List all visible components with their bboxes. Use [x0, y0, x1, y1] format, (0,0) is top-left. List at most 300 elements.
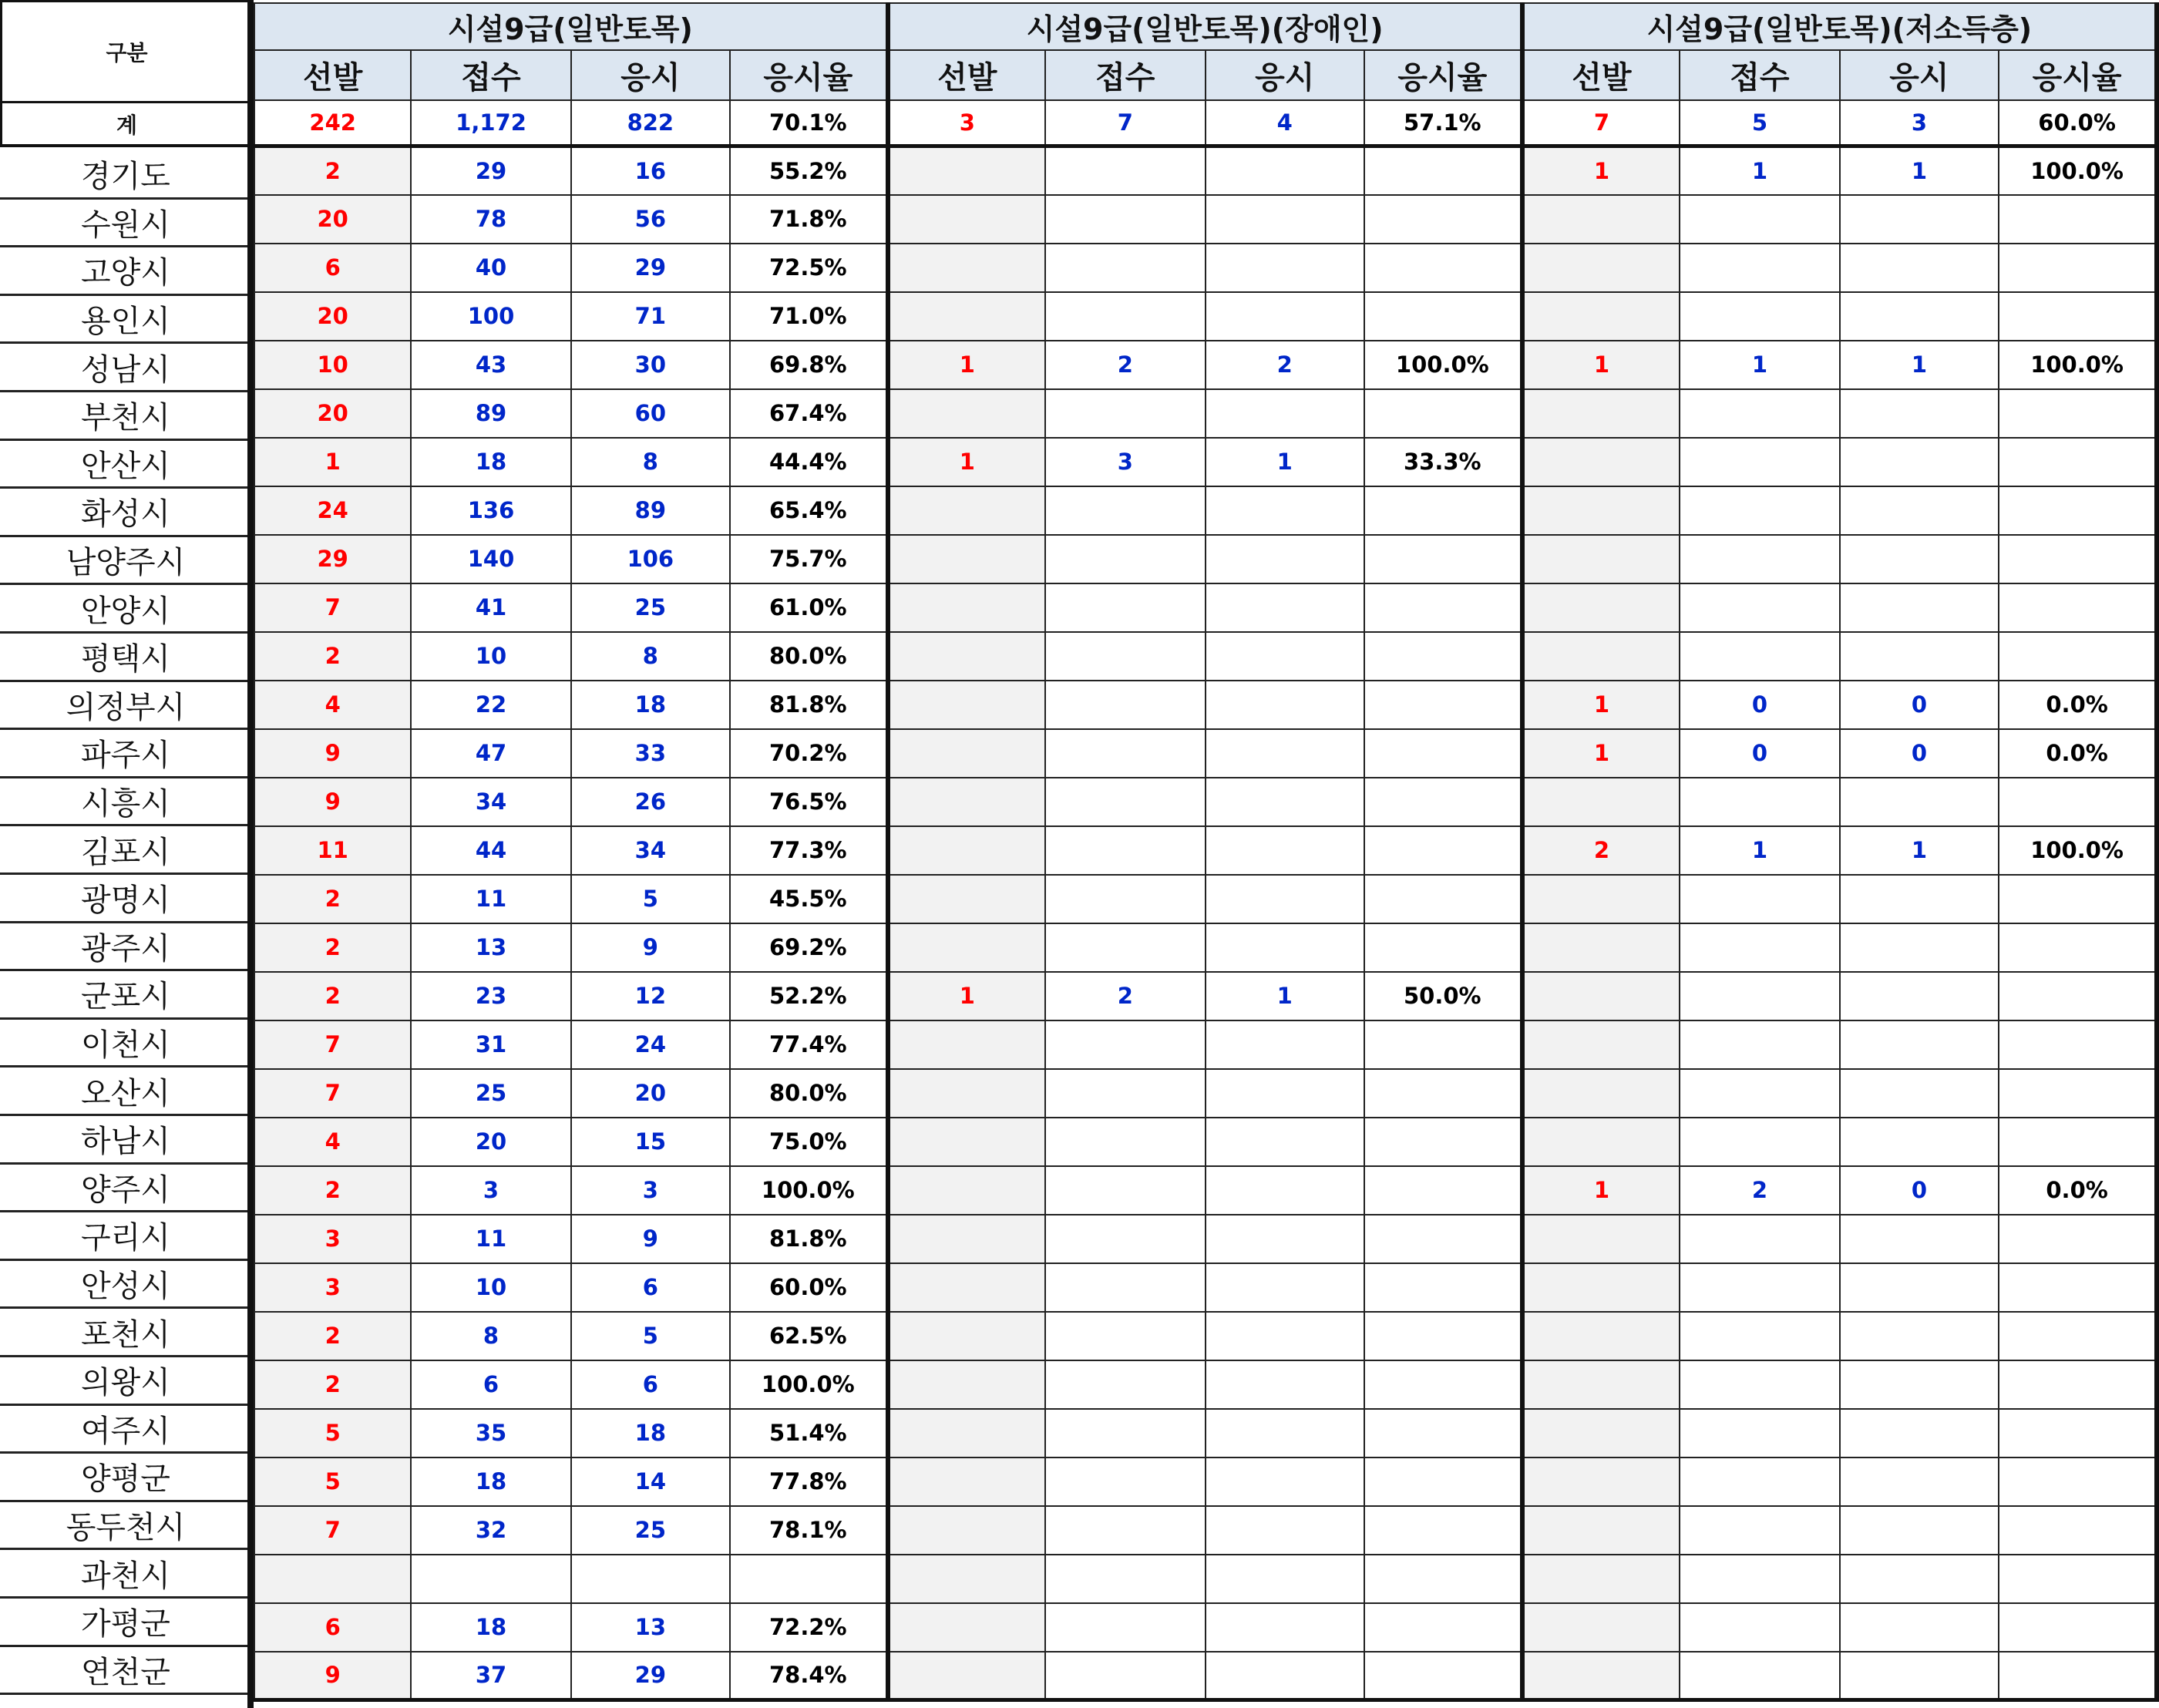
cell-attended: 1 [1840, 341, 1999, 389]
table-row [254, 341, 2157, 389]
cell-rate [1364, 1409, 1522, 1458]
cell-applied [1680, 1506, 1840, 1555]
cell-applied [1680, 875, 1840, 923]
total-rate: 70.1% [730, 100, 888, 146]
cell-selected: 2 [254, 972, 411, 1020]
cell-applied: 10 [411, 1263, 570, 1312]
cell-attended: 6 [571, 1360, 730, 1409]
cell-applied [1045, 778, 1205, 826]
cell-rate: 45.5% [730, 875, 888, 923]
cell-attended [1206, 583, 1364, 632]
cell-attended: 5 [571, 875, 730, 923]
cell-attended [1206, 632, 1364, 681]
cell-applied: 44 [411, 826, 570, 875]
cell-applied: 37 [411, 1652, 570, 1700]
cell-selected [888, 1603, 1045, 1652]
cell-rate [1999, 535, 2157, 583]
cell-applied: 41 [411, 583, 570, 632]
cell-attended [1206, 1603, 1364, 1652]
cell-selected: 5 [254, 1458, 411, 1506]
cell-rate: 0.0% [1999, 729, 2157, 778]
cell-selected: 1 [888, 438, 1045, 486]
cell-selected [1522, 1020, 1680, 1069]
cell-applied [1680, 1069, 1840, 1118]
cell-selected [1522, 244, 1680, 292]
cell-applied: 47 [411, 729, 570, 778]
cell-rate: 70.2% [730, 729, 888, 778]
cell-selected [888, 632, 1045, 681]
cell-attended [1206, 535, 1364, 583]
cell-applied: 11 [411, 875, 570, 923]
cell-applied: 89 [411, 389, 570, 438]
region-label: 가평군 [0, 1599, 251, 1647]
cell-rate: 67.4% [730, 389, 888, 438]
cell-applied: 18 [411, 438, 570, 486]
total-applied: 7 [1045, 100, 1205, 146]
cell-attended: 6 [571, 1263, 730, 1312]
region-label: 파주시 [0, 730, 251, 778]
cell-rate: 75.0% [730, 1118, 888, 1166]
cell-applied: 31 [411, 1020, 570, 1069]
cell-attended [1206, 389, 1364, 438]
cell-attended [1206, 195, 1364, 244]
cell-applied: 3 [411, 1166, 570, 1215]
cell-rate [1364, 486, 1522, 535]
cell-attended [1206, 1166, 1364, 1215]
group-header-row [254, 3, 2157, 50]
cell-applied: 35 [411, 1409, 570, 1458]
cell-selected [888, 729, 1045, 778]
cell-selected [1522, 1215, 1680, 1263]
table-row [254, 583, 2157, 632]
cell-applied: 43 [411, 341, 570, 389]
cell-attended: 3 [571, 1166, 730, 1215]
cell-rate: 44.4% [730, 438, 888, 486]
cell-rate [1999, 195, 2157, 244]
cell-selected [1522, 778, 1680, 826]
cell-selected: 10 [254, 341, 411, 389]
cell-rate [1364, 1360, 1522, 1409]
region-label: 안양시 [0, 585, 251, 634]
cell-attended [1840, 972, 1999, 1020]
cell-selected [888, 1020, 1045, 1069]
cell-applied [1045, 583, 1205, 632]
cell-attended [1206, 681, 1364, 729]
cell-rate: 65.4% [730, 486, 888, 535]
column-header-selected: 선발 [1522, 50, 1680, 100]
cell-applied [1045, 632, 1205, 681]
cell-applied [411, 1555, 570, 1603]
cell-selected [1522, 486, 1680, 535]
cell-applied: 0 [1680, 681, 1840, 729]
cell-rate [1999, 486, 2157, 535]
cell-selected [1522, 1652, 1680, 1700]
cell-selected: 7 [254, 1069, 411, 1118]
region-label: 군포시 [0, 971, 251, 1020]
cell-applied [1680, 535, 1840, 583]
cell-selected: 24 [254, 486, 411, 535]
cell-applied: 13 [411, 923, 570, 972]
total-rate: 57.1% [1364, 100, 1522, 146]
cell-selected [1522, 923, 1680, 972]
cell-rate: 55.2% [730, 146, 888, 195]
cell-applied [1045, 923, 1205, 972]
cell-applied: 11 [411, 1215, 570, 1263]
column-header-rate: 응시율 [1364, 50, 1522, 100]
cell-selected [888, 1215, 1045, 1263]
cell-rate: 100.0% [1999, 826, 2157, 875]
cell-rate [1364, 146, 1522, 195]
cell-applied: 2 [1045, 341, 1205, 389]
cell-attended [1840, 292, 1999, 341]
column-header-applied: 접수 [411, 50, 570, 100]
cell-rate [1999, 1458, 2157, 1506]
cell-selected [888, 826, 1045, 875]
cell-applied [1045, 486, 1205, 535]
cell-attended [1206, 1215, 1364, 1263]
cell-rate [1364, 1458, 1522, 1506]
table-row [254, 681, 2157, 729]
cell-rate: 51.4% [730, 1409, 888, 1458]
cell-rate [1364, 1555, 1522, 1603]
cell-rate [1364, 1506, 1522, 1555]
cell-selected [888, 1312, 1045, 1360]
region-label: 의왕시 [0, 1357, 251, 1406]
cell-rate [1364, 632, 1522, 681]
cell-rate [730, 1555, 888, 1603]
cell-rate: 0.0% [1999, 681, 2157, 729]
cell-attended [1840, 1263, 1999, 1312]
cell-rate [1364, 875, 1522, 923]
cell-attended: 1 [1206, 972, 1364, 1020]
cell-applied: 23 [411, 972, 570, 1020]
cell-attended: 60 [571, 389, 730, 438]
cell-applied [1680, 1263, 1840, 1312]
cell-rate: 81.8% [730, 681, 888, 729]
total-attended: 3 [1840, 100, 1999, 146]
cell-rate [1364, 729, 1522, 778]
table-row [254, 826, 2157, 875]
region-label: 구리시 [0, 1212, 251, 1261]
cell-selected: 2 [254, 1312, 411, 1360]
cell-rate [1999, 1312, 2157, 1360]
cell-applied: 140 [411, 535, 570, 583]
cell-applied [1680, 244, 1840, 292]
cell-applied [1680, 583, 1840, 632]
cell-selected: 20 [254, 195, 411, 244]
cell-rate [1999, 1506, 2157, 1555]
cell-selected: 2 [254, 1360, 411, 1409]
region-label: 의정부시 [0, 682, 251, 731]
cell-rate: 72.5% [730, 244, 888, 292]
cell-applied: 6 [411, 1360, 570, 1409]
cell-attended [1840, 1555, 1999, 1603]
cell-attended [1206, 1555, 1364, 1603]
cell-applied [1045, 244, 1205, 292]
cell-attended [571, 1555, 730, 1603]
table-row [254, 1555, 2157, 1603]
table-row [254, 486, 2157, 535]
cell-selected: 2 [254, 875, 411, 923]
column-header-attended: 응시 [571, 50, 730, 100]
cell-selected: 5 [254, 1409, 411, 1458]
cell-selected: 6 [254, 1603, 411, 1652]
cell-attended: 20 [571, 1069, 730, 1118]
table-row [254, 778, 2157, 826]
table-row [254, 1506, 2157, 1555]
cell-rate: 78.1% [730, 1506, 888, 1555]
cell-rate: 71.0% [730, 292, 888, 341]
table-row [254, 1166, 2157, 1215]
cell-attended [1206, 923, 1364, 972]
region-label: 과천시 [0, 1550, 251, 1599]
region-label: 화성시 [0, 489, 251, 537]
cell-applied [1045, 1166, 1205, 1215]
cell-attended: 29 [571, 244, 730, 292]
region-label: 김포시 [0, 826, 251, 875]
table-row [254, 972, 2157, 1020]
cell-selected [1522, 583, 1680, 632]
region-label: 고양시 [0, 247, 251, 296]
cell-selected [888, 244, 1045, 292]
row-header-label: 구분 [0, 0, 251, 103]
cell-attended [1840, 535, 1999, 583]
cell-attended [1840, 923, 1999, 972]
cell-attended: 71 [571, 292, 730, 341]
cell-applied: 2 [1045, 972, 1205, 1020]
total-attended: 4 [1206, 100, 1364, 146]
cell-attended [1206, 1506, 1364, 1555]
cell-attended [1840, 1458, 1999, 1506]
cell-rate: 0.0% [1999, 1166, 2157, 1215]
cell-selected: 3 [254, 1263, 411, 1312]
cell-attended [1206, 146, 1364, 195]
table-row [254, 1020, 2157, 1069]
cell-selected [254, 1555, 411, 1603]
region-label: 오산시 [0, 1068, 251, 1116]
cell-rate [1999, 1603, 2157, 1652]
cell-selected: 9 [254, 729, 411, 778]
total-selected: 3 [888, 100, 1045, 146]
cell-attended [1206, 1458, 1364, 1506]
cell-selected [1522, 1506, 1680, 1555]
column-header-applied: 접수 [1680, 50, 1840, 100]
cell-rate [1364, 292, 1522, 341]
cell-selected: 7 [254, 1020, 411, 1069]
cell-rate: 50.0% [1364, 972, 1522, 1020]
cell-applied [1680, 292, 1840, 341]
cell-applied: 18 [411, 1603, 570, 1652]
cell-applied [1680, 923, 1840, 972]
cell-rate: 61.0% [730, 583, 888, 632]
cell-selected [888, 486, 1045, 535]
cell-selected [888, 923, 1045, 972]
cell-selected [888, 583, 1045, 632]
cell-selected: 1 [1522, 1166, 1680, 1215]
cell-applied [1045, 1069, 1205, 1118]
cell-attended: 2 [1206, 341, 1364, 389]
region-label: 수원시 [0, 200, 251, 248]
cell-attended [1206, 1020, 1364, 1069]
cell-rate [1364, 1118, 1522, 1166]
cell-attended: 1 [1840, 826, 1999, 875]
cell-attended: 25 [571, 583, 730, 632]
table-row [254, 146, 2157, 195]
cell-selected: 4 [254, 681, 411, 729]
cell-rate [1364, 1166, 1522, 1215]
cell-rate: 100.0% [1999, 146, 2157, 195]
cell-selected [1522, 1603, 1680, 1652]
cell-attended [1840, 1652, 1999, 1700]
cell-applied [1045, 1652, 1205, 1700]
cell-attended [1206, 1069, 1364, 1118]
cell-attended [1840, 389, 1999, 438]
cell-attended [1840, 583, 1999, 632]
cell-attended: 9 [571, 923, 730, 972]
cell-attended: 12 [571, 972, 730, 1020]
cell-attended: 16 [571, 146, 730, 195]
cell-selected: 1 [1522, 146, 1680, 195]
cell-selected: 1 [888, 972, 1045, 1020]
region-label: 성남시 [0, 344, 251, 392]
cell-attended [1206, 1409, 1364, 1458]
cell-attended [1206, 1360, 1364, 1409]
cell-attended: 0 [1840, 681, 1999, 729]
cell-attended: 0 [1840, 729, 1999, 778]
cell-selected [888, 292, 1045, 341]
cell-selected [1522, 1458, 1680, 1506]
cell-rate [1364, 826, 1522, 875]
table-row [254, 389, 2157, 438]
cell-rate [1999, 778, 2157, 826]
cell-selected [888, 1118, 1045, 1166]
cell-rate [1999, 632, 2157, 681]
cell-selected [1522, 1555, 1680, 1603]
cell-applied [1680, 486, 1840, 535]
total-applied: 1,172 [411, 100, 570, 146]
cell-selected [1522, 875, 1680, 923]
cell-selected: 6 [254, 244, 411, 292]
cell-applied: 1 [1680, 341, 1840, 389]
cell-applied [1045, 1215, 1205, 1263]
cell-selected: 1 [1522, 681, 1680, 729]
cell-applied: 78 [411, 195, 570, 244]
cell-applied [1680, 438, 1840, 486]
region-label: 남양주시 [0, 537, 251, 586]
cell-applied [1680, 632, 1840, 681]
cell-applied [1045, 146, 1205, 195]
cell-rate [1999, 1360, 2157, 1409]
cell-selected [888, 195, 1045, 244]
cell-applied [1045, 535, 1205, 583]
cell-rate [1999, 1555, 2157, 1603]
table-row [254, 1458, 2157, 1506]
table-row [254, 1360, 2157, 1409]
cell-rate: 80.0% [730, 1069, 888, 1118]
cell-rate [1999, 1118, 2157, 1166]
table-row [254, 438, 2157, 486]
cell-applied: 1 [1680, 826, 1840, 875]
cell-rate: 100.0% [730, 1166, 888, 1215]
cell-selected: 29 [254, 535, 411, 583]
applicant-statistics-table [254, 2, 2159, 1702]
cell-applied [1680, 1458, 1840, 1506]
total-selected: 7 [1522, 100, 1680, 146]
cell-applied: 40 [411, 244, 570, 292]
region-label: 평택시 [0, 634, 251, 682]
cell-applied: 0 [1680, 729, 1840, 778]
cell-applied [1680, 1555, 1840, 1603]
cell-attended: 8 [571, 632, 730, 681]
total-row-label: 계 [0, 103, 251, 147]
column-header-row [254, 50, 2157, 100]
cell-applied: 29 [411, 146, 570, 195]
cell-applied [1045, 1263, 1205, 1312]
cell-rate: 72.2% [730, 1603, 888, 1652]
cell-applied [1045, 1555, 1205, 1603]
table-row [254, 729, 2157, 778]
cell-rate [1999, 1069, 2157, 1118]
cell-selected [888, 1069, 1045, 1118]
cell-attended: 18 [571, 681, 730, 729]
cell-rate: 75.7% [730, 535, 888, 583]
cell-selected [888, 1652, 1045, 1700]
cell-attended: 56 [571, 195, 730, 244]
cell-selected [1522, 1312, 1680, 1360]
cell-rate [1999, 244, 2157, 292]
table-row [254, 535, 2157, 583]
cell-selected: 1 [888, 341, 1045, 389]
cell-attended: 26 [571, 778, 730, 826]
cell-attended: 34 [571, 826, 730, 875]
cell-attended: 13 [571, 1603, 730, 1652]
cell-applied [1045, 1312, 1205, 1360]
cell-attended [1840, 1360, 1999, 1409]
cell-attended [1840, 1506, 1999, 1555]
cell-applied: 2 [1680, 1166, 1840, 1215]
cell-applied: 1 [1680, 146, 1840, 195]
cell-rate: 69.2% [730, 923, 888, 972]
cell-applied: 22 [411, 681, 570, 729]
column-header-attended: 응시 [1206, 50, 1364, 100]
cell-rate [1364, 1069, 1522, 1118]
cell-selected [888, 1458, 1045, 1506]
cell-applied [1045, 1506, 1205, 1555]
cell-selected: 11 [254, 826, 411, 875]
region-label: 양평군 [0, 1454, 251, 1502]
table-row [254, 195, 2157, 244]
cell-selected [1522, 1360, 1680, 1409]
cell-attended [1840, 486, 1999, 535]
cell-applied: 100 [411, 292, 570, 341]
cell-rate [1999, 1263, 2157, 1312]
cell-rate [1999, 1215, 2157, 1263]
cell-attended: 0 [1840, 1166, 1999, 1215]
column-header-rate: 응시율 [1999, 50, 2157, 100]
cell-attended [1206, 1652, 1364, 1700]
table-row [254, 923, 2157, 972]
cell-rate [1999, 972, 2157, 1020]
cell-attended: 24 [571, 1020, 730, 1069]
cell-rate [1364, 389, 1522, 438]
cell-selected: 9 [254, 1652, 411, 1700]
cell-rate [1364, 1020, 1522, 1069]
cell-applied: 3 [1045, 438, 1205, 486]
cell-applied [1680, 1409, 1840, 1458]
cell-rate [1999, 1020, 2157, 1069]
group-header: 시설9급(일반토목)(저소득층) [1522, 3, 2157, 50]
cell-attended [1206, 1118, 1364, 1166]
